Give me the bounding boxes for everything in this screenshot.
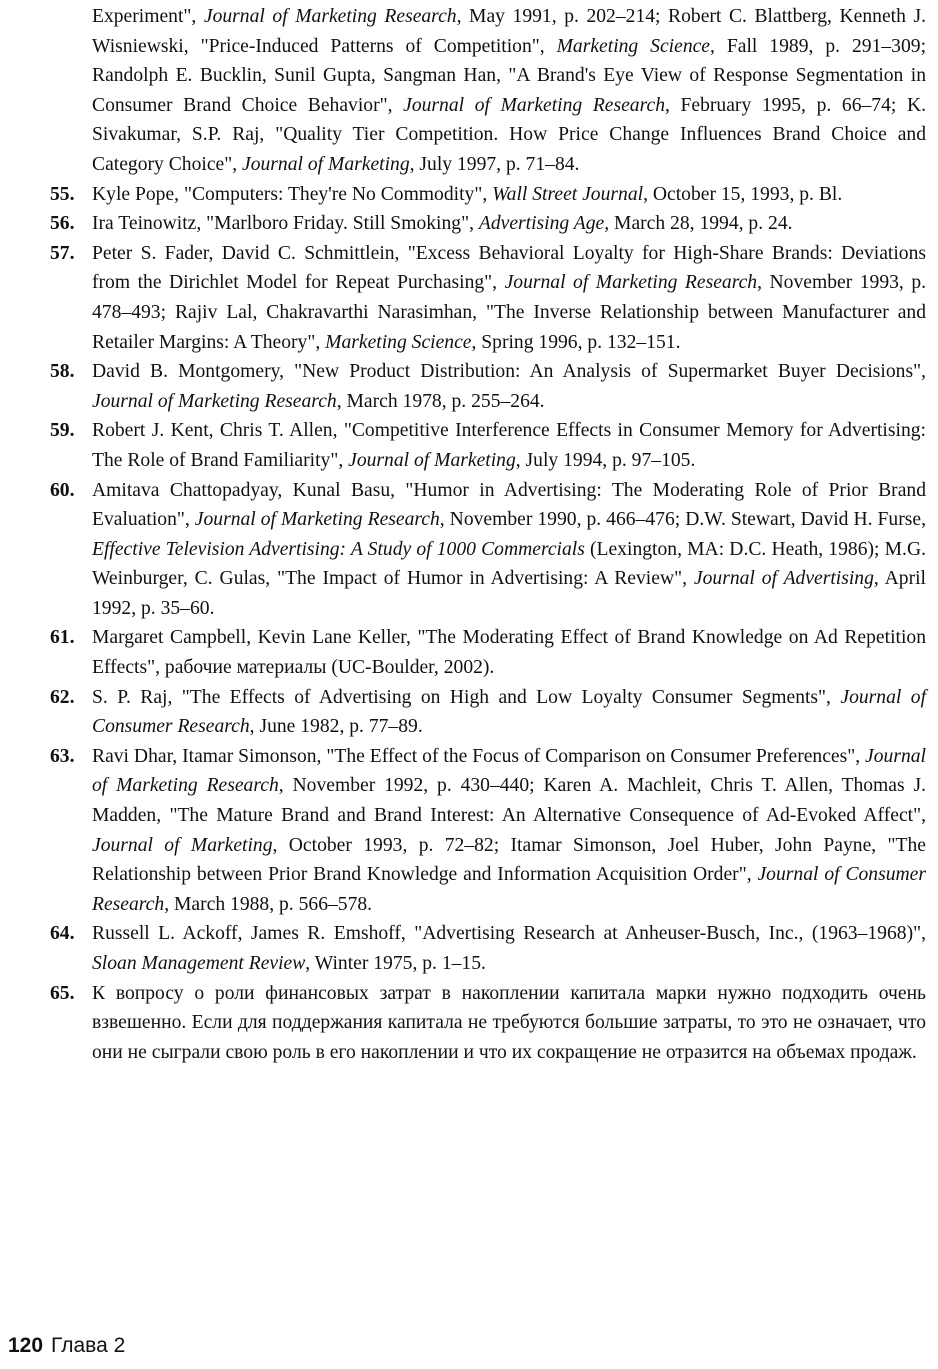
endnote-text	[92, 623, 926, 682]
source-title: Journal of Marketing Research	[403, 94, 665, 116]
note-text: Experiment",	[92, 6, 204, 27]
endnote-number: 60.	[50, 479, 75, 501]
note-text: Amitava Chattopadyay, Kunal Basu, "Humor in Advertising: The Moderating Role of Prior Brand Evaluation",	[92, 479, 926, 531]
endnote-text	[92, 209, 926, 239]
note-text: David B. Montgomery, "New Product Distribution: An Analysis of Supermarket Buyer Decisions",	[92, 361, 926, 383]
note-text: , November 1993, p. 478–493; Rajiv Lal, Chakravarthi Narasimhan, "The Inverse Relationship between Manufacturer and Retailer Margins: A Theory",	[92, 272, 927, 353]
endnote-text	[92, 2, 926, 180]
source-title: Journal of Marketing Research	[504, 272, 758, 294]
note-text: , June 1982, p. 77–89.	[249, 716, 423, 738]
endnote-number: 61.	[50, 627, 75, 649]
endnote	[50, 416, 926, 475]
note-text: , February 1995, p. 66–74; K. Sivakumar, S.P. Raj, "Quality Tier Competition. How Price Change Influences Brand Choice and Category Choice",	[92, 94, 926, 175]
endnote-number: 65.	[50, 982, 75, 1004]
note-text: , July 1997, p. 71–84.	[409, 153, 580, 175]
source-title: Marketing Science	[325, 331, 472, 353]
endnote-number: 63.	[50, 745, 75, 767]
note-text: , Fall 1989, p. 291–309; Randolph E. Bucklin, Sunil Gupta, Sangman Han, "A Brand's Eye View of Response Segmentation in Consumer Brand Choice Behavior",	[92, 35, 927, 116]
note-text: , July 1994, p. 97–105.	[515, 449, 696, 471]
endnote-text	[92, 180, 926, 210]
note-text: Russell L. Ackoff, James R. Emshoff, "Advertising Research at Anheuser-Busch, Inc., (1963–1968)",	[92, 923, 926, 945]
source-title: Journal of Marketing	[92, 834, 273, 856]
note-text: , November 1992, p. 430–440; Karen A. Machleit, Chris T. Allen, Thomas J. Madden, "The Mature Brand and Brand Interest: An Alternative Consequence of Ad-Evoked Affect",	[92, 775, 926, 827]
note-text: , Winter 1975, p. 1–15.	[305, 953, 486, 974]
note-text: March 28, 1994, p. 24.	[609, 213, 793, 235]
endnote-text	[92, 239, 926, 357]
source-title: Journal of Marketing Research	[92, 745, 926, 797]
note-text: Robert J. Kent, Chris T. Allen, "Competitive Interference Effects in Consumer Memory for Advertising: The Role of Brand Familiarity",	[92, 420, 926, 471]
endnotes-list	[50, 2, 926, 1067]
note-text: Ravi Dhar, Itamar Simonson, "The Effect of the Focus of Comparison on Consumer Preferences",	[92, 745, 866, 767]
endnote	[50, 357, 926, 416]
note-text: К вопросу о роли финансовых затрат в накоплении капитала марки нужно подходить очень взвешенно. Если для поддержания капитала не требуются большие затраты, то это не означает, что они не сыграли свою роль в его накоплении и что их сокращение не отразится на объемах продаж.	[92, 982, 926, 1063]
endnote	[50, 979, 926, 1068]
source-title: Sloan Management Review	[92, 953, 306, 974]
endnote-number: 56.	[50, 213, 75, 235]
endnote-number: 58.	[50, 361, 75, 383]
note-text: Margaret Campbell, Kevin Lane Keller, "The Moderating Effect of Brand Knowledge on Ad Repetition Effects", рабочие материалы (UC-Boulder, 2002).	[92, 627, 926, 679]
page-number: 120	[8, 1334, 44, 1357]
note-text: S. P. Raj, "The Effects of Advertising on High and Low Loyalty Consumer Segments",	[92, 686, 841, 708]
source-title: Advertising Age,	[478, 213, 610, 235]
note-text: , March 1988, p. 566–578.	[164, 893, 373, 915]
note-text: , October 1993, p. 72–82; Itamar Simonson, Joel Huber, John Payne, "The Relationship between Prior Brand Knowledge and Information Acquisition Order",	[92, 834, 926, 886]
source-title: Journal of Advertising	[693, 568, 874, 590]
note-text: , October 15, 1993, p. Bl.	[643, 183, 843, 205]
source-title: Journal of Marketing Research	[203, 6, 457, 27]
endnote-number: 57.	[50, 242, 75, 264]
endnote-text	[92, 476, 926, 624]
endnote-text	[92, 742, 926, 920]
note-text: Kyle Pope, "Computers: They're No Commodity",	[92, 183, 493, 205]
note-text: , November 1990, p. 466–476; D.W. Stewart, David H. Furse,	[439, 509, 926, 531]
source-title: Journal of Consumer Research	[92, 864, 926, 915]
endnote	[50, 239, 926, 357]
endnote-text	[92, 357, 926, 416]
endnote	[50, 683, 926, 742]
endnote-number: 59.	[50, 420, 75, 442]
endnote-number: 64.	[50, 923, 75, 945]
note-text: Ira Teinowitz, "Marlboro Friday. Still Smoking",	[92, 213, 479, 235]
source-title: Wall Street Journal	[492, 183, 644, 205]
endnote-text	[92, 979, 926, 1068]
chapter-label: Глава 2	[51, 1334, 126, 1357]
page-footer	[8, 1334, 125, 1358]
source-title: Journal of Marketing Research	[92, 390, 337, 412]
endnote-number: 62.	[50, 686, 75, 708]
source-title: Journal of Marketing Research	[194, 509, 440, 531]
endnote-number: 55.	[50, 183, 75, 205]
note-text: Peter S. Fader, David C. Schmittlein, "Excess Behavioral Loyalty for High-Share Brands: Deviations from the Dirichlet Model for Repeat Purchasing",	[92, 242, 926, 294]
note-text: , March 1978, p. 255–264.	[336, 390, 545, 412]
source-title: Marketing Science	[556, 35, 711, 57]
source-title: Effective Television Advertising: A Study of 1000 Commercials	[92, 538, 585, 560]
note-text: , May 1991, p. 202–214; Robert C. Blattberg, Kenneth J. Wisniewski, "Price-Induced Patterns of Competition",	[92, 6, 926, 57]
endnote-text	[92, 683, 926, 742]
source-title: Journal of Consumer Research	[92, 686, 927, 738]
endnote	[50, 476, 926, 624]
note-text: , Spring 1996, p. 132–151.	[471, 331, 681, 353]
endnote	[50, 919, 926, 978]
note-text: , April 1992, p. 35–60.	[92, 568, 926, 619]
source-title: Journal of Marketing	[348, 449, 516, 471]
endnote	[50, 742, 926, 920]
note-text: (Lexington, MA: D.C. Heath, 1986); M.G. Weinburger, C. Gulas, "The Impact of Humor in Advertising: A Review",	[92, 538, 926, 590]
endnote	[50, 180, 926, 210]
source-title: Journal of Marketing	[242, 153, 410, 175]
endnote-text	[92, 919, 926, 978]
endnote	[50, 2, 926, 180]
endnote	[50, 209, 926, 239]
endnote-text	[92, 416, 926, 475]
endnote	[50, 623, 926, 682]
